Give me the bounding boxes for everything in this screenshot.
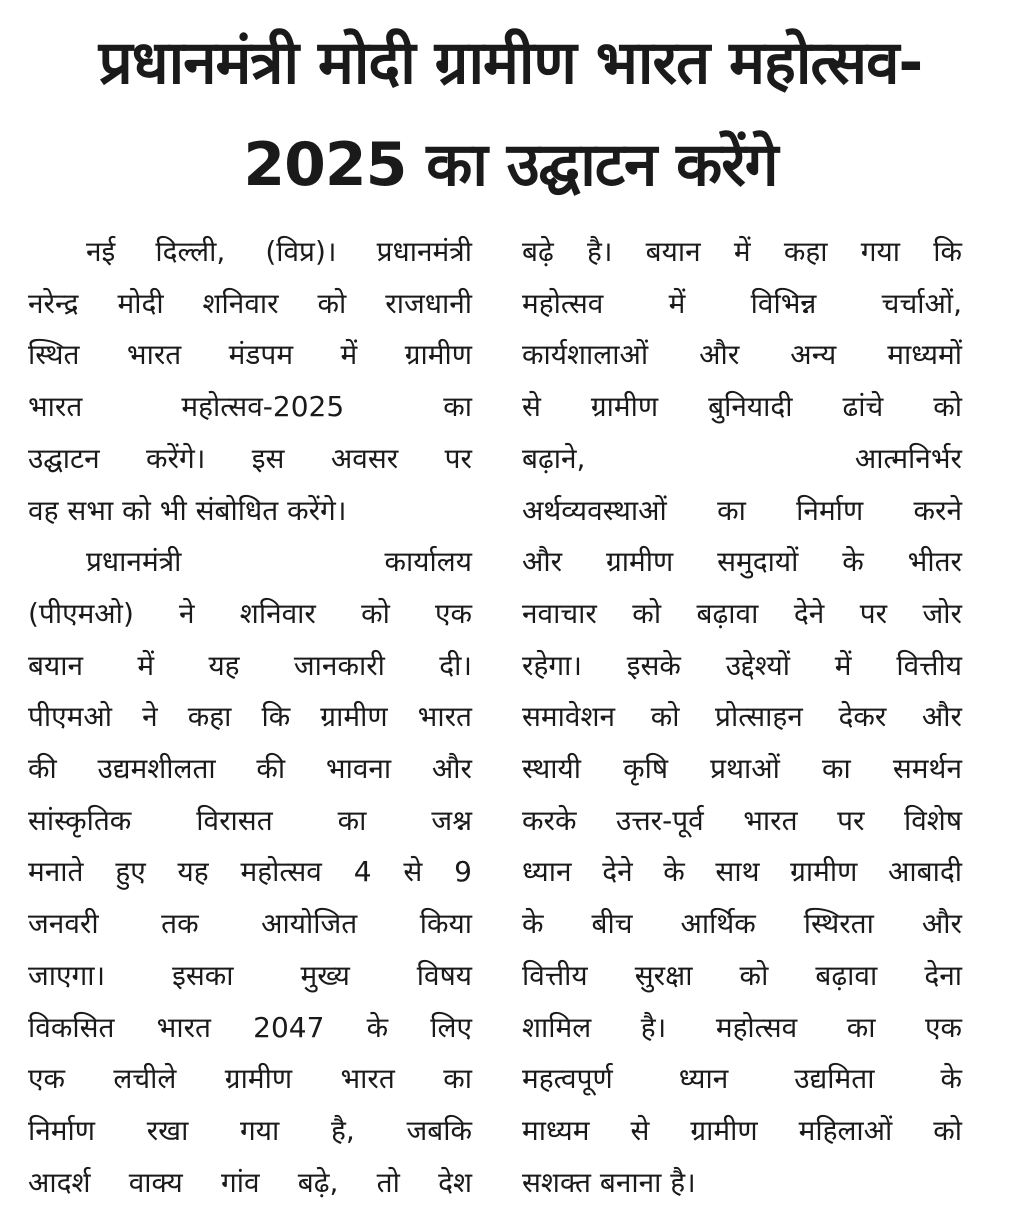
text-line: प्रधानमंत्री कार्यालय [86,545,472,579]
text-line: उद्घाटन करेंगे। इस अवसर पर [28,441,472,475]
article-column-left [28,226,472,1208]
text-line: बढ़े है। बयान में कहा गया कि [522,235,962,268]
text-line: की उद्यमशीलता की भावना और [28,752,472,786]
text-line: और ग्रामीण समुदायों के भीतर [522,545,962,579]
headline-line-2: 2025 का उद्घाटन करेंगे [243,130,778,200]
text-line: सांस्कृतिक विरासत का जश्न [28,803,472,837]
text-line: महोत्सव में विभिन्न चर्चाओं, [522,286,962,320]
text-line: स्थित भारत मंडपम में ग्रामीण [28,338,472,372]
text-line: कार्यशालाओं और अन्य माध्यमों [522,338,962,372]
text-line: जाएगा। इसका मुख्य विषय [28,958,472,992]
text-line: रहेगा। इसके उद्देश्यों में वित्तीय [522,648,962,682]
text-line: भारत महोत्सव-2025 का [28,390,472,424]
article-column-right [522,226,962,1208]
text-line: विकसित भारत 2047 के लिए [28,1010,472,1044]
text-line: एक लचीले ग्रामीण भारत का [28,1062,472,1096]
article-headline [0,12,1021,216]
text-line: सशक्त बनाना है। [522,1165,696,1199]
text-line: जनवरी तक आयोजित किया [28,907,472,941]
text-line: मनाते हुए यह महोत्सव 4 से 9 [28,855,472,889]
headline-line-1: प्रधानमंत्री मोदी ग्रामीण भारत महोत्सव- [98,28,923,98]
text-line: से ग्रामीण बुनियादी ढांचे को [522,390,962,424]
text-line: शामिल है। महोत्सव का एक [522,1010,962,1044]
text-line: निर्माण रखा गया है, जबकि [28,1113,472,1147]
text-line: करके उत्तर-पूर्व भारत पर विशेष [522,803,962,837]
text-line: वह सभा को भी संबोधित करेंगे। [28,493,347,527]
text-line: महत्वपूर्ण ध्यान उद्यमिता के [522,1062,962,1096]
text-line: ध्यान देने के साथ ग्रामीण आबादी [522,855,962,889]
text-line: नरेन्द्र मोदी शनिवार को राजधानी [28,286,472,320]
text-line: आदर्श वाक्य गांव बढ़े, तो देश [28,1165,472,1199]
text-line: पीएमओ ने कहा कि ग्रामीण भारत [28,700,472,734]
text-line: नई दिल्ली, (विप्र)। प्रधानमंत्री [86,235,472,268]
text-line: अर्थव्यवस्थाओं का निर्माण करने [522,493,962,527]
text-line: समावेशन को प्रोत्साहन देकर और [522,700,962,734]
text-line: माध्यम से ग्रामीण महिलाओं को [522,1113,962,1147]
text-line: (पीएमओ) ने शनिवार को एक [28,596,472,630]
text-line: के बीच आर्थिक स्थिरता और [522,907,962,941]
text-line: बढ़ाने, आत्मनिर्भर [522,441,962,475]
text-line: बयान में यह जानकारी दी। [28,648,472,682]
text-line: नवाचार को बढ़ावा देने पर जोर [522,596,962,630]
text-line: स्थायी कृषि प्रथाओं का समर्थन [522,752,962,786]
text-line: वित्तीय सुरक्षा को बढ़ावा देना [522,958,962,992]
